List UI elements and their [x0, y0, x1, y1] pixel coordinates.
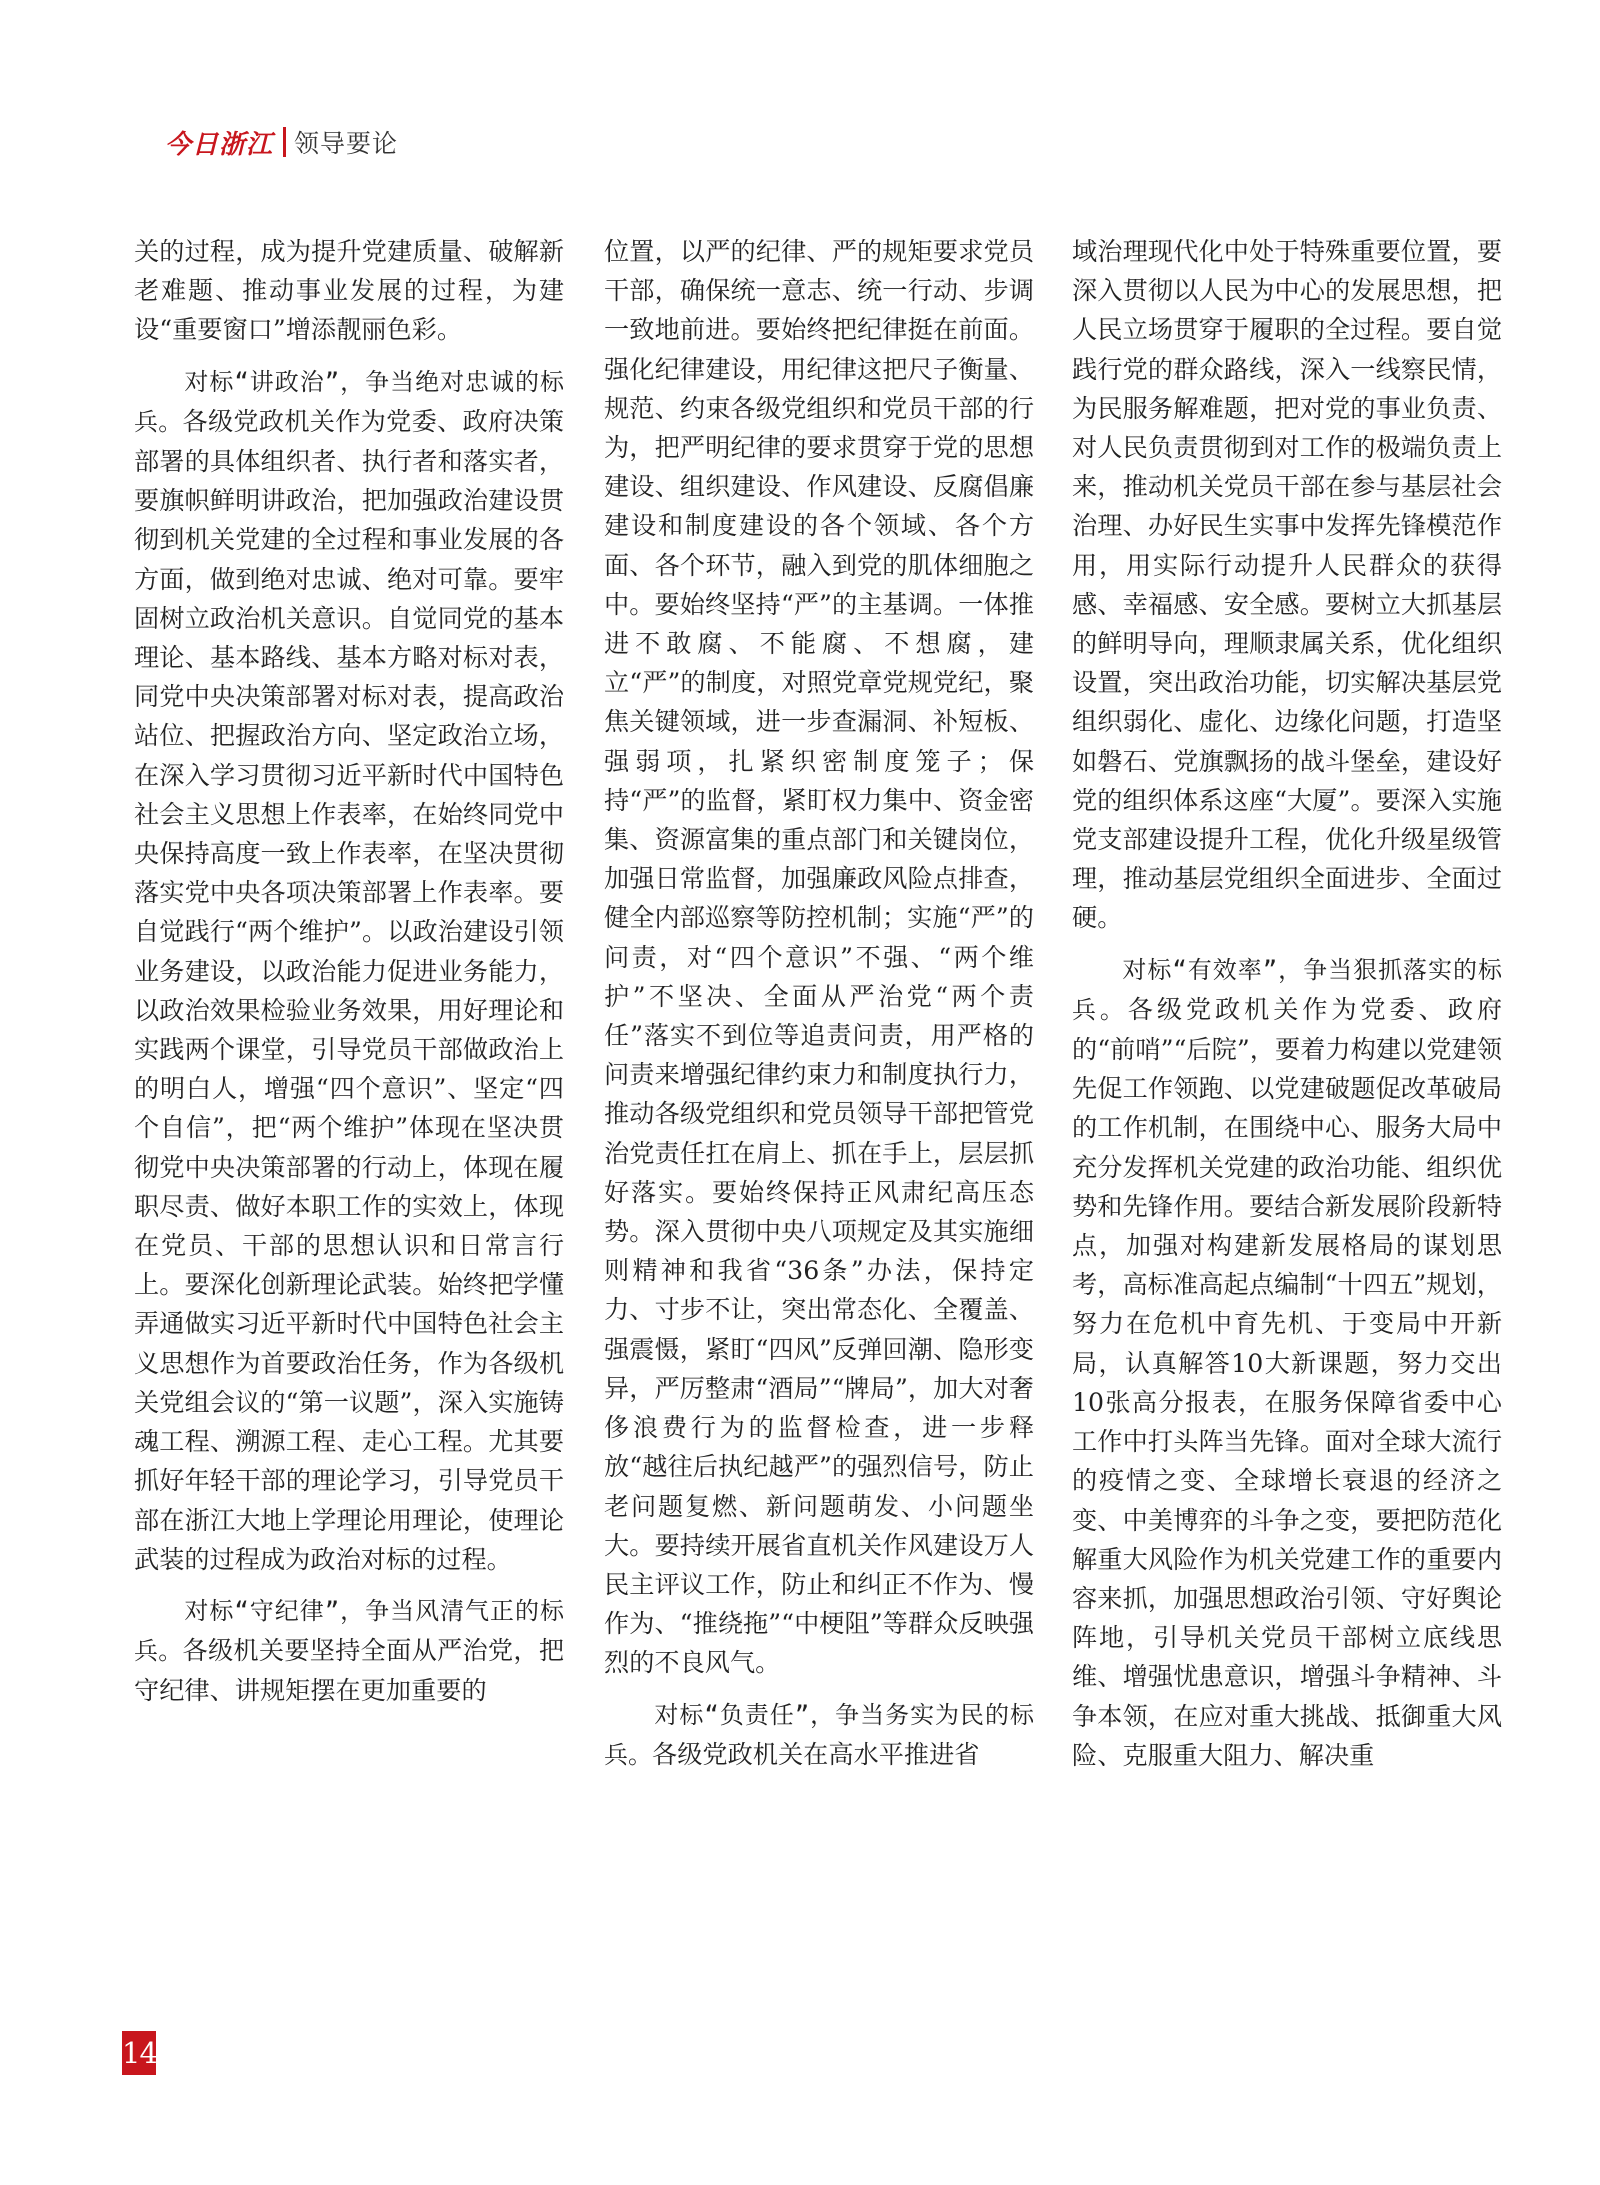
- paragraph: [1072, 232, 1502, 938]
- paragraph-lead: 对标“有效率”，争当狠抓落实的标兵。: [1072, 955, 1502, 1024]
- header-divider: [283, 127, 286, 157]
- paragraph: [134, 232, 564, 350]
- paragraph-text: 位置，以严的纪律、严的规矩要求党员干部，确保统一意志、统一行动、步调一致地前进。要始终把纪律挺在前面。强化纪律建设，用纪律这把尺子衡量、规范、约束各级党组织和党员干部的行为，把严明纪律的要求贯穿于党的思想建设、组织建设、作风建设、反腐倡廉建设和制度建设的各个领域、各个方面、各个环节，融入到党的肌体细胞之中。要始终坚持“严”的主基调。一体推进不敢腐、不能腐、不想腐，建立“严”的制度，对照党章党规党纪，聚焦关键领域，进一步查漏洞、补短板、强弱项，扎紧织密制度笼子；保持“严”的监督，紧盯权力集中、资金密集、资源富集的重点部门和关键岗位，加强日常监督，加强廉政风险点排查，健全内部巡察等防控机制；实施“严”的问责，对“四个意识”不强、“两个维护”不坚决、全面从严治党“两个责任”落实不到位等追责问责，用严格的问责来增强纪律约束力和制度执行力，推动各级党组织和党员领导干部把管党治党责任扛在肩上、抓在手上，层层抓好落实。要始终保持正风肃纪高压态势。深入贯彻中央八项规定及其实施细则精神和我省“36条”办法，保持定力、寸步不让，突出常态化、全覆盖、强震慑，紧盯“四风”反弹回潮、隐形变异，严厉整肃“酒局”“牌局”，加大对奢侈浪费行为的监督检查，进一步释放“越往后执纪越严”的强烈信号，防止老问题复燃、新问题萌发、小问题坐大。要持续开展省直机关作风建设万人民主评议工作，防止和纠正不作为、慢作为、“推绕拖”“中梗阻”等群众反映强烈的不良风气。: [604, 237, 1034, 1678]
- section-title: 领导要论: [294, 129, 399, 158]
- paragraph-text: 各级党政机关作为党委、政府决策部署的具体组织者、执行者和落实者，要旗帜鲜明讲政治，把加强政治建设贯彻到机关党建的全过程和事业发展的各方面，做到绝对忠诚、绝对可靠。要牢固树立政治机关意识。自觉同党的基本理论、基本路线、基本方略对标对表，同党中央决策部署对标对表，提高政治站位、把握政治方向、坚定政治立场，在深入学习贯彻习近平新时代中国特色社会主义思想上作表率，在始终同党中央保持高度一致上作表率，在坚决贯彻落实党中央各项决策部署上作表率。要自觉践行“两个维护”。以政治建设引领业务建设，以政治能力促进业务能力，以政治效果检验业务效果，用好理论和实践两个课堂，引导党员干部做政治上的明白人，增强“四个意识”、坚定“四个自信”，把“两个维护”体现在坚决贯彻党中央决策部署的行动上，体现在履职尽责、做好本职工作的实效上，体现在党员、干部的思想认识和日常言行上。要深化创新理论武装。始终把学懂弄通做实习近平新时代中国特色社会主义思想作为首要政治任务，作为各级机关党组会议的“第一议题”，深入实施铸魂工程、溯源工程、走心工程。尤其要抓好年轻干部的理论学习，引导党员干部在浙江大地上学理论用理论，使理论武装的过程成为政治对标的过程。: [134, 406, 565, 1574]
- paragraph-text: 域治理现代化中处于特殊重要位置，要深入贯彻以人民为中心的发展思想，把人民立场贯穿于履职的全过程。要自觉践行党的群众路线，深入一线察民情，为民服务解难题，把对党的事业负责、对人民负责贯彻到对工作的极端负责上来，推动机关党员干部在参与基层社会治理、办好民生实事中发挥先锋模范作用，用实际行动提升人民群众的获得感、幸福感、安全感。要树立大抓基层的鲜明导向，理顺隶属关系，优化组织设置，突出政治功能，切实解决基层党组织弱化、虚化、边缘化问题，打造坚如磐石、党旗飘扬的战斗堡垒，建设好党的组织体系这座“大厦”。要深入实施党支部建设提升工程，优化升级星级管理，推动基层党组织全面进步、全面过硬。: [1072, 237, 1502, 933]
- text-column-1: [134, 232, 564, 1723]
- page-header: [165, 122, 398, 162]
- text-column-2: [604, 232, 1034, 1787]
- paragraph: [134, 362, 564, 1579]
- paragraph-lead: 对标“负责任”，争当务实为民的标兵。: [604, 1700, 1034, 1769]
- magazine-logo: 今日浙江: [165, 129, 274, 160]
- paragraph-lead: 对标“守纪律”，争当风清气正的标兵。: [134, 1596, 564, 1666]
- paragraph: [1072, 950, 1502, 1775]
- text-column-3: [1072, 232, 1502, 1787]
- paragraph: [604, 1695, 1034, 1775]
- paragraph-lead: 对标“讲政治”，争当绝对忠诚的标兵。: [134, 367, 564, 436]
- paragraph-text: 关的过程，成为提升党建质量、破解新老难题、推动事业发展的过程，为建设“重要窗口”增添靓丽色彩。: [134, 237, 564, 345]
- paragraph-text: 各级机关要坚持全面从严治党，把守纪律、讲规矩摆在更加重要的: [134, 1636, 565, 1706]
- paragraph-text: 各级党政机关作为党委、政府的“前哨”“后院”，要着力构建以党建领先促工作领跑、以党建破题促改革破局的工作机制，在围绕中心、服务大局中充分发挥机关党建的政治功能、组织优势和先锋作用。要结合新发展阶段新特点，加强对构建新发展格局的谋划思考，高标准高起点编制“十四五”规划，努力在危机中育先机、于变局中开新局，认真解答10大新课题，努力交出10张高分报表，在服务保障省委中心工作中打头阵当先锋。面对全球大流行的疫情之变、全球增长衰退的经济之变、中美博弈的斗争之变，要把防范化解重大风险作为机关党建工作的重要内容来抓，加强思想政治引领、守好舆论阵地，引导机关党员干部树立底线思维、增强忧患意识，增强斗争精神、斗争本领，在应对重大挑战、抵御重大风险、克服重大阻力、解决重: [1072, 994, 1503, 1770]
- paragraph: [604, 232, 1034, 1683]
- paragraph-text: 各级党政机关在高水平推进省: [652, 1739, 980, 1769]
- paragraph: [134, 1591, 564, 1711]
- page-number: 14: [122, 2031, 156, 2075]
